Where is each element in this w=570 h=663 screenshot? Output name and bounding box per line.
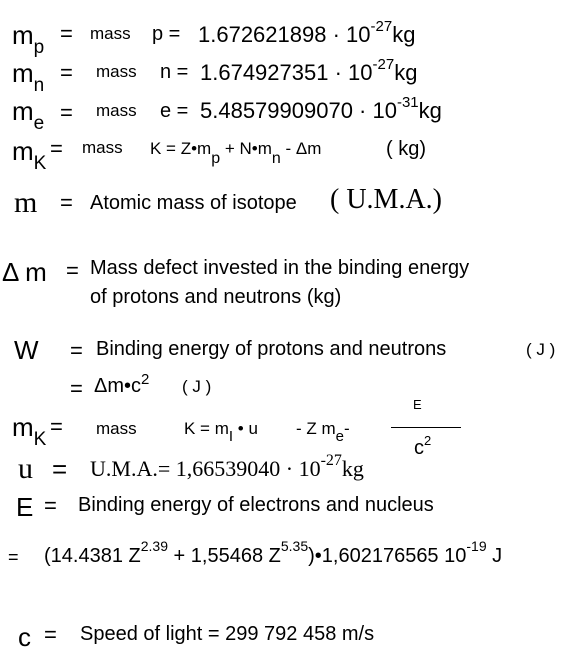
description: Binding energy of protons and neutrons — [96, 338, 447, 360]
equals: = — [8, 547, 19, 567]
equals: = — [50, 414, 63, 439]
label: mass — [96, 419, 137, 438]
value: $5.48579909070 \cdot 10^{-31}kg$ — [200, 94, 442, 123]
unit: ( kg) — [386, 138, 426, 160]
formula: K = Z•mp + N•mn - Δm — [150, 139, 322, 167]
equals: = — [50, 136, 63, 161]
value: $1.674927351 \cdot 10^{-27}kg$ — [200, 56, 418, 85]
description: Speed of light = 299 792 458 m/s — [80, 623, 375, 645]
symbol-mp: $m_p$ — [12, 20, 45, 58]
value: $U.M.A.= 1,66539040 \cdot 10^{-27}kg$ — [90, 452, 364, 481]
symbol-me: $m_e$ — [12, 96, 45, 134]
formula: K = mI • u — [184, 419, 258, 445]
equals: = — [60, 100, 73, 125]
symbol-u: u — [18, 452, 33, 485]
symbol-mn: $m_n$ — [12, 58, 45, 96]
formula-2: - Z me- — [296, 419, 350, 445]
symbol-c: c — [18, 622, 31, 652]
unit-2: ( J ) — [182, 377, 212, 396]
equals: = — [52, 454, 68, 484]
equals: = — [70, 338, 83, 363]
symbol-mk: $m_K$ — [12, 136, 47, 174]
formula: (14.4381 $Z^{2.39} + 1,55468$ $Z^{5.35})•1,602176565$ $10^{-19}$ J — [44, 538, 503, 567]
value: $1.672621898 \cdot 10^{-27}kg$ — [198, 18, 416, 47]
equals: = — [44, 622, 57, 647]
equals: = — [66, 258, 79, 283]
particle-label: e = — [160, 100, 189, 122]
equals: = — [44, 493, 57, 518]
description: Atomic mass of isotope — [90, 192, 297, 214]
label: mass — [90, 24, 131, 43]
description: Binding energy of electrons and nucleus — [78, 494, 434, 516]
description-line-2: of protons and neutrons (kg) — [90, 286, 342, 308]
fraction-bar — [391, 427, 461, 428]
description-line-1: Mass defect invested in the binding energy — [90, 257, 470, 279]
symbol-e: E — [16, 492, 34, 522]
label: mass — [96, 101, 137, 120]
equals: = — [60, 190, 73, 215]
equals: = — [60, 60, 73, 85]
equals-2: = — [70, 376, 83, 401]
unit: ( U.M.A.) — [330, 184, 442, 215]
fraction-numerator: E — [413, 397, 422, 412]
label: mass — [96, 62, 137, 81]
equals: = — [60, 21, 73, 46]
label: mass — [82, 138, 123, 157]
symbol-w: W — [14, 335, 39, 365]
particle-label: n = — [160, 61, 189, 83]
formula: $\Delta m•c^2$ — [94, 371, 150, 397]
unit: ( J ) — [526, 340, 556, 359]
fraction-denominator: $c^2$ — [414, 433, 432, 459]
particle-label: p = — [152, 23, 181, 45]
symbol-delta-m: Δ m — [2, 257, 47, 287]
symbol-mk: $m_K$ — [12, 412, 47, 450]
symbol-m: m — [14, 186, 38, 219]
